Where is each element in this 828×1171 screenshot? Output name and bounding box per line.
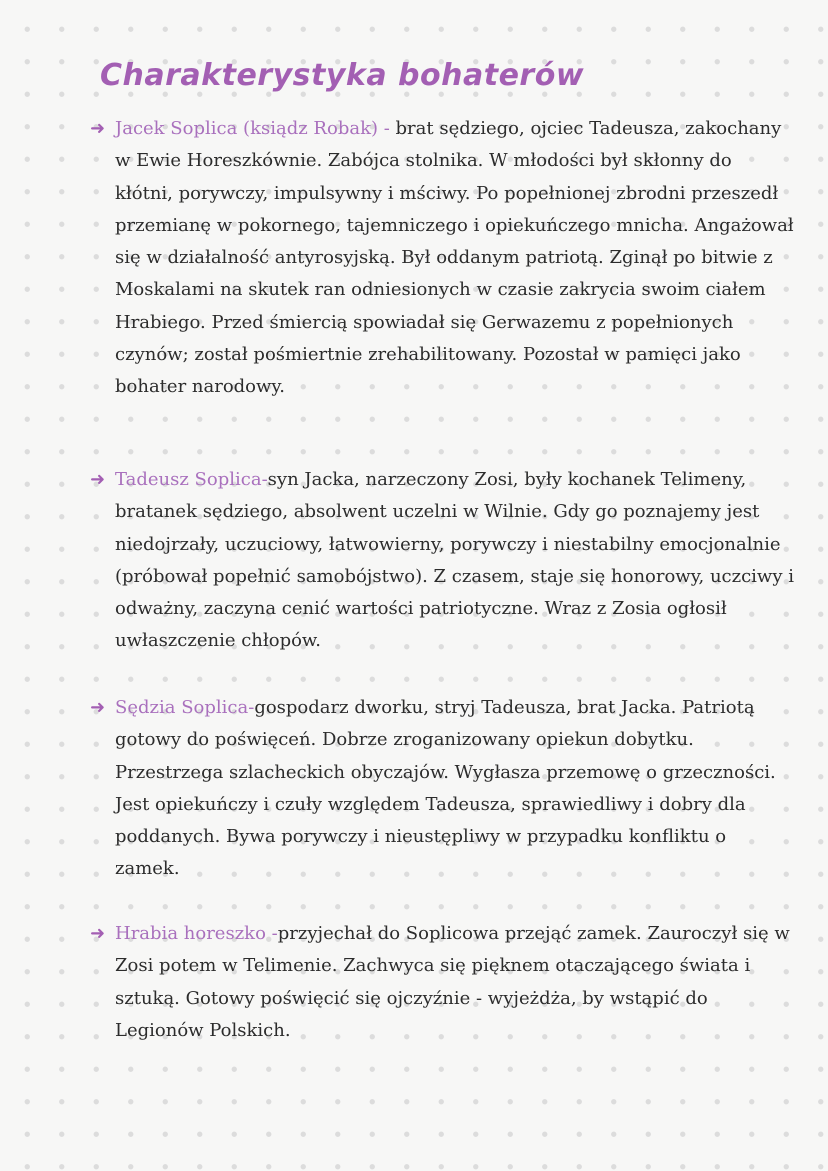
character-name: Hrabia horeszko -: [115, 923, 278, 944]
character-name: Jacek Soplica (ksiądz Robak) -: [115, 118, 396, 139]
character-description: gospodarz dworku, stryj Tadeusza, brat Jacka. Patriotą gotowy do poświęceń. Dobrze zroganizowany opiekun dobytku. Przestrzega szlacheckich obyczajów. Wygłasza przemowę o grzeczności. Jest opiekuńczy i czuły względem Tadeusza, sprawiedliwy i dobry dla poddanych. Bywa porywczy i nieustępliwy w przypadku konfliktu o zamek.: [115, 697, 776, 880]
character-entry-tadeusz: [88, 464, 795, 658]
arrow-right-icon: ➜: [90, 469, 106, 490]
character-name: Sędzia Soplica-: [115, 697, 255, 718]
arrow-right-icon: ➜: [90, 118, 106, 139]
character-entry-sedzia: [88, 692, 795, 886]
arrow-right-icon: ➜: [90, 697, 106, 718]
arrow-right-icon: ➜: [90, 923, 106, 944]
character-description: syn Jacka, narzeczony Zosi, były kochanek Telimeny, bratanek sędziego, absolwent uczelni w Wilnie. Gdy go poznajemy jest niedojrzały, uczuciowy, łatwowierny, porywczy i niestabilny emocjonalnie (próbował popełnić samobójstwo). Z czasem, staje się honorowy, uczciwy i odważny, zaczyna cenić wartości patriotyczne. Wraz z Zosia ogłosił uwłaszczenie chłopów.: [115, 469, 794, 652]
character-description: przyjechał do Soplicowa przejąć zamek. Zauroczył się w Zosi potem w Telimenie. Zachwyca się pięknem otaczającego świata i sztuką. Gotowy poświęcić się ojczyźnie - wyjeżdża, by wstąpić do Legionów Polskich.: [115, 923, 790, 1041]
character-entry-hrabia: [88, 918, 795, 1047]
page-title: Charakterystyka bohaterów: [100, 58, 585, 93]
character-description: brat sędziego, ojciec Tadeusza, zakochany w Ewie Horeszkównie. Zabójca stolnika. W młodości był skłonny do kłótni, porywczy, impulsywny i mściwy. Po popełnionej zbrodni przeszedł przemianę w pokornego, tajemniczego i opiekuńczego mnicha. Angażował się w działalność antyrosyjską. Był oddanym patriotą. Zginął po bitwie z Moskalami na skutek ran odniesionych w czasie zakrycia swoim ciałem Hrabiego. Przed śmiercią spowiadał się Gerwazemu z popełnionych czynów; został pośmiertnie zrehabilitowany. Pozostał w pamięci jako bohater narodowy.: [115, 118, 794, 398]
character-name: Tadeusz Soplica-: [115, 469, 268, 490]
character-entry-jacek: [88, 113, 795, 404]
